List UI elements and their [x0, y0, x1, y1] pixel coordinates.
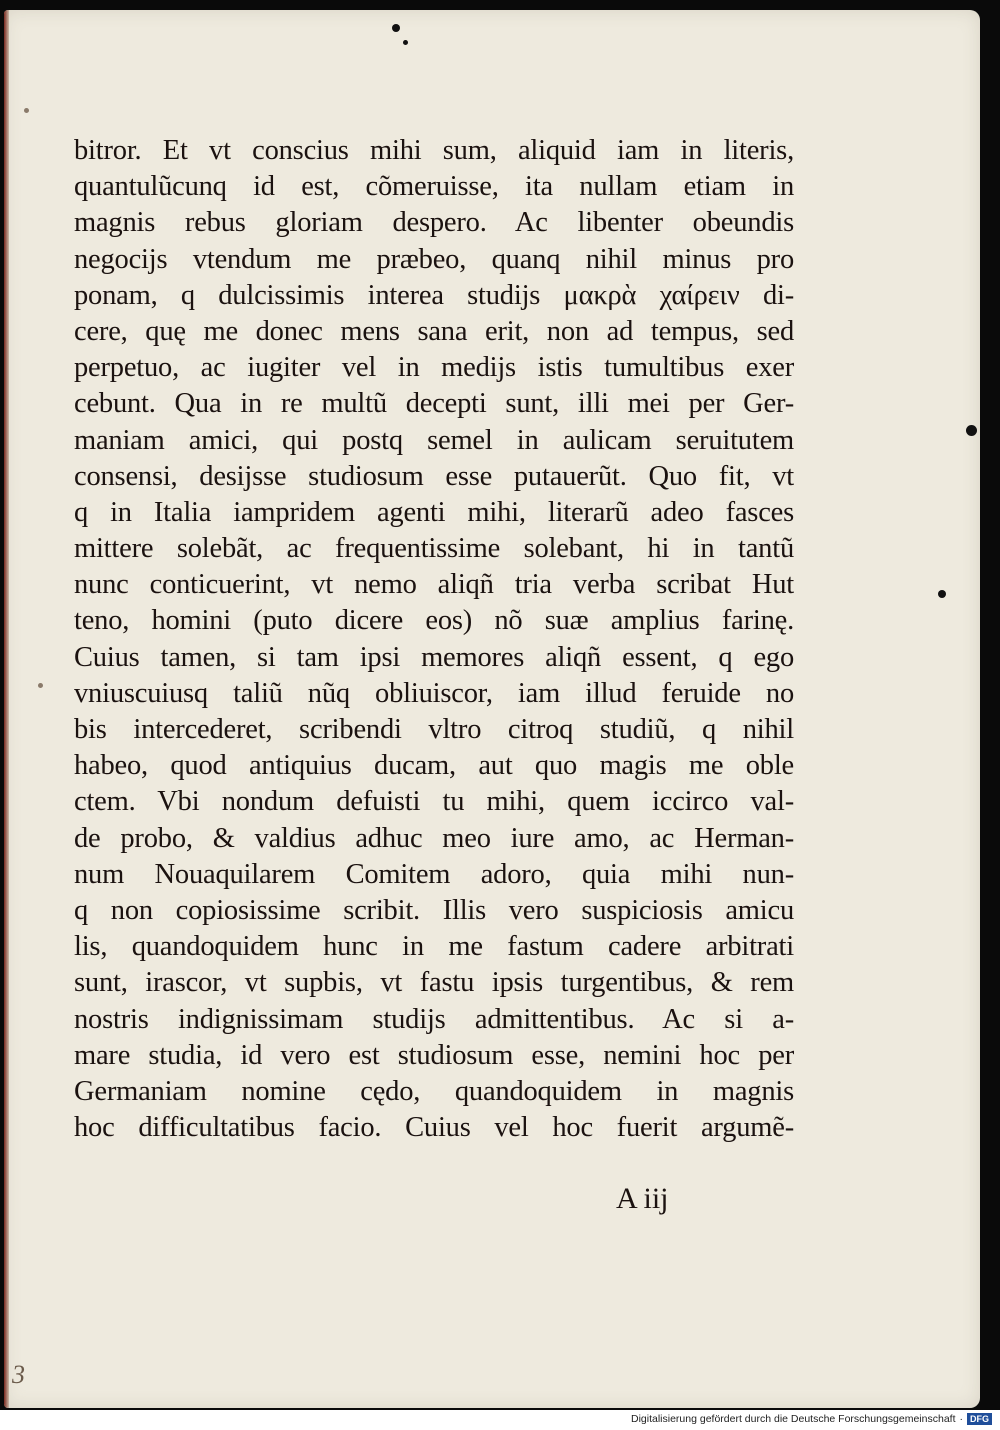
ink-speck [403, 40, 408, 45]
text-line: q in Italia iampridem agenti mihi, literarũ adeo fasces [74, 496, 794, 528]
text-line: mare studia, id vero est studiosum esse, nemini hoc per [74, 1039, 794, 1071]
text-line: Cuius tamen, si tam ipsi memores aliqñ essent, q ego [74, 641, 794, 673]
text-line: nunc conticuerint, vt nemo aliqñ tria verba scribat Hut [74, 569, 794, 601]
text-line: nostris indignissimam studijs admittentibus. Ac si a- [74, 1003, 794, 1035]
text-line: sunt, irascor, vt supbis, vt fastu ipsis turgentibus, & rem [74, 967, 794, 999]
text-line: quantulũcunq id est, cõmeruisse, ita nullam etiam in [74, 171, 794, 203]
text-line: consensi, desijsse studiosum esse putauerũt. Quo fit, vt [74, 460, 794, 492]
text-line: cere, quę me donec mens sana erit, non ad tempus, sed [74, 315, 794, 347]
text-line: bis intercederet, scribendi vltro citroq studiũ, q nihil [74, 714, 794, 745]
digitization-credit: Digitalisierung gefördert durch die Deutsche Forschungsgemeinschaft · DFG [631, 1413, 992, 1425]
text-line: ponam, q dulcissimis interea studijs μακρὰ χαίρειν di- [74, 279, 794, 311]
text-line: vniuscuiusq taliũ nũq obliuiscor, iam illud feruide no [74, 677, 794, 709]
text-line: magnis rebus gloriam despero. Ac libenter obeundis [74, 207, 794, 239]
text-line: de probo, & valdius adhuc meo iure amo, ac Herman- [74, 822, 794, 854]
text-line: cebunt. Qua in re multũ decepti sunt, illi mei per Ger- [74, 388, 794, 420]
text-line: Germaniam nomine cędo, quandoquidem in magnis [74, 1075, 794, 1107]
margin-annotation: 3 [12, 1360, 25, 1389]
dfg-logo: DFG [967, 1413, 992, 1425]
text-line: perpetuo, ac iugiter vel in medijs istis tumultibus exer [74, 352, 794, 384]
ink-speck [38, 683, 43, 688]
ink-speck [938, 590, 946, 598]
text-line: negocijs vtendum me præbeo, quanq nihil minus pro [74, 243, 794, 275]
text-line: num Nouaquilarem Comitem adoro, quia mihi nun- [74, 858, 794, 890]
text-line: bitror. Et vt conscius mihi sum, aliquid iam in literis, [74, 135, 794, 166]
page-binding-edge [4, 10, 9, 1408]
ink-speck [392, 24, 400, 32]
text-line: teno, homini (puto dicere eos) nõ suæ amplius farinę. [74, 605, 794, 637]
text-line: hoc difficultatibus facio. Cuius vel hoc fuerit argumẽ- [74, 1112, 794, 1144]
credit-text: Digitalisierung gefördert durch die Deutsche Forschungsgemeinschaft [630, 1413, 956, 1425]
book-page [4, 10, 980, 1408]
ink-speck [966, 425, 977, 436]
body-text [74, 133, 794, 1146]
text-line: ctem. Vbi nondum defuisti tu mihi, quem iccirco val- [74, 786, 794, 818]
text-line: mittere solebãt, ac frequentissime solebant, hi in tantũ [74, 533, 794, 565]
text-line: maniam amici, qui postq semel in aulicam seruitutem [74, 424, 794, 456]
ink-speck [24, 108, 29, 113]
text-line: q non copiosissime scribit. Illis vero suspiciosis amicu [74, 894, 794, 926]
text-line: habeo, quod antiquius ducam, aut quo magis me oble [74, 750, 794, 782]
text-line: lis, quandoquidem hunc in me fastum cadere arbitrati [74, 931, 794, 963]
signature-mark: A iij [616, 1182, 669, 1215]
